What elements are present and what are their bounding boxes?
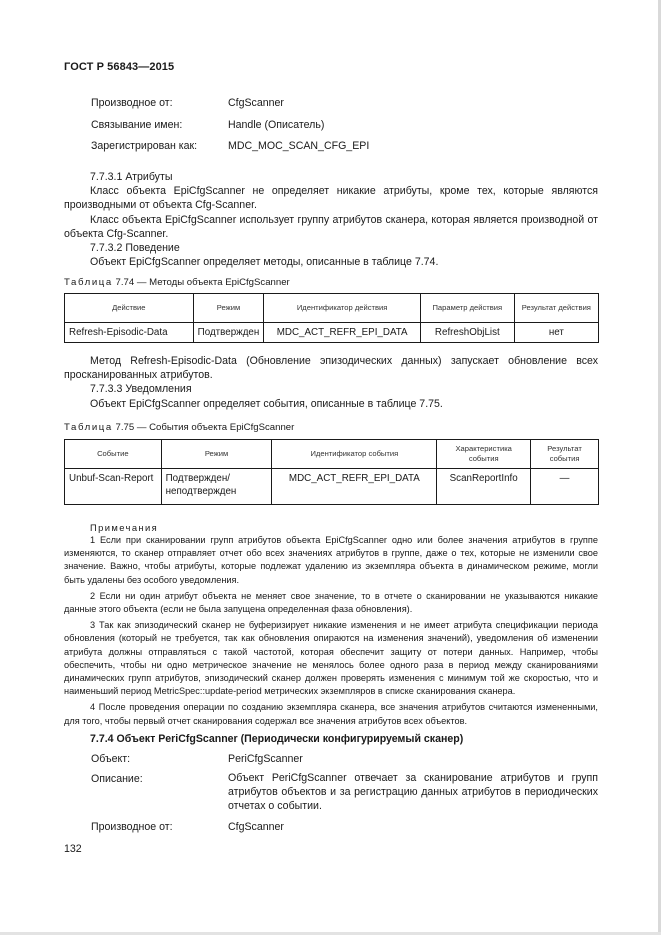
table-header-cell: Режим bbox=[161, 440, 272, 469]
registered-as-label: Зарегистрирован как: bbox=[91, 140, 198, 152]
section-heading: 7.7.3.1 Атрибуты bbox=[90, 171, 173, 183]
note-1: 1 Если при сканировании групп атрибутов объекта EpiCfgScanner одно или более значения атрибутов в группе изменяются, то сканер отправляет отчет обо всех значениях атрибутов в группе, даже о тех, которые не изменили свое значение. Важно, чтобы атрибуты, которые подлежат удалению из экземпляра объекта в динамическом режиме, могли быть удалены без особого уведомления. bbox=[64, 535, 598, 585]
table-7-75-caption bbox=[64, 422, 294, 433]
table-header-cell: Идентификатор события bbox=[272, 440, 437, 469]
section-774-heading: 7.7.4 Объект PeriCfgScanner (Периодически конфигурируемый сканер) bbox=[90, 733, 464, 745]
note-3: 3 Так как эпизодический сканер не буферизирует никакие изменения и не имеет атрибута спецификации периода обновления (который не требуется, так как обновления опираются на изменения значений), уведомления об изменении атрибута должны отправляться с такой частотой, которая обеспечит защиту от потери данных. Например, чтобы обеспечить, чтобы ни одно метрическое значение не менялось более одного раза в период между сканированиями динамических групп атрибутов, эпизодический сканер должен проверять изменения с минимум той же скоростью, что и наименьший период MetricSpec::update-period метрических экземпляров в списке сканирования сканера. bbox=[64, 620, 598, 697]
table-cell: MDC_ACT_REFR_EPI_DATA bbox=[272, 469, 437, 505]
table-cell: RefreshObjList bbox=[421, 323, 515, 343]
caption-word: Таблица bbox=[64, 422, 113, 433]
registered-as-value: MDC_MOC_SCAN_CFG_EPI bbox=[228, 140, 370, 152]
table-header-cell: Действие bbox=[65, 294, 194, 323]
table-cell: Подтвержден bbox=[193, 323, 264, 343]
section-heading: 7.7.3.2 Поведение bbox=[90, 242, 180, 255]
section-heading: 7.7.3.3 Уведомления bbox=[90, 383, 192, 396]
table-cell: — bbox=[531, 469, 599, 505]
table-header-row bbox=[65, 294, 599, 323]
paragraph: Класс объекта EpiCfgScanner не определяет никакие атрибуты, кроме тех, которые являются производными от объекта Cfg-Scanner. bbox=[64, 185, 598, 212]
table-row bbox=[65, 469, 599, 505]
table-7-75 bbox=[64, 439, 599, 505]
table-header-cell: Результат события bbox=[531, 440, 599, 469]
object-label: Объект: bbox=[91, 753, 131, 765]
note-2: 2 Если ни один атрибут объекта не меняет свое значение, то в отчете о сканировании не указываются никакие данные этого объекта (если не была запущена определенная фаза обновления). bbox=[64, 590, 598, 615]
name-binding-label: Связывание имен: bbox=[91, 119, 183, 131]
table-header-cell: Событие bbox=[65, 440, 162, 469]
section-7733-block bbox=[64, 354, 598, 411]
standard-header: ГОСТ Р 56843—2015 bbox=[64, 61, 175, 73]
caption-text: 7.75 — События объекта EpiCfgScanner bbox=[112, 422, 295, 433]
note-4: 4 После проведения операции по созданию экземпляра сканера, все значения атрибутов считаются измененными, для того, чтобы первый отчет сканирования содержал все значения атрибутов всех объектов. bbox=[64, 702, 598, 726]
paragraph: Класс объекта EpiCfgScanner использует группу атрибутов сканера, которая является производной от объекта Cfg-Scanner. bbox=[64, 213, 598, 240]
caption-word: Таблица bbox=[64, 277, 113, 288]
table-header-row bbox=[65, 440, 599, 469]
table-cell: Подтвержден/ неподтвержден bbox=[161, 469, 272, 505]
table-row bbox=[65, 323, 599, 343]
description-label: Описание: bbox=[91, 773, 143, 785]
notes-block bbox=[64, 521, 598, 728]
section-7731-block bbox=[64, 170, 598, 269]
derived-from-label: Производное от: bbox=[91, 97, 173, 109]
derived-from-value: CfgScanner bbox=[228, 97, 284, 109]
table-header-cell: Режим bbox=[193, 294, 264, 323]
name-binding-value: Handle (Описатель) bbox=[228, 119, 325, 131]
paragraph: Объект EpiCfgScanner определяет методы, описанные в таблице 7.74. bbox=[90, 256, 439, 269]
table-header-cell: Характеристика события bbox=[437, 440, 531, 469]
notes-heading: Примечания bbox=[90, 522, 159, 533]
derived-from-value-2: CfgScanner bbox=[228, 821, 284, 833]
table-7-74 bbox=[64, 293, 599, 343]
table-cell: Unbuf-Scan-Report bbox=[65, 469, 162, 505]
paragraph: Метод Refresh-Episodic-Data (Обновление эпизодических данных) запускает обновление всех просканированных атрибутов. bbox=[64, 355, 598, 382]
table-7-74-caption bbox=[64, 277, 290, 288]
description-value: Объект PeriCfgScanner отвечает за сканирование атрибутов и групп атрибутов объектов и за регистрацию данных атрибутов в периодических отчетах о событии. bbox=[228, 772, 598, 813]
caption-text: 7.74 — Методы объекта EpiCfgScanner bbox=[112, 277, 290, 288]
table-header-cell: Результат действия bbox=[514, 294, 598, 323]
derived-from-label-2: Производное от: bbox=[91, 821, 173, 833]
table-header-cell: Идентификатор действия bbox=[264, 294, 421, 323]
table-cell: MDC_ACT_REFR_EPI_DATA bbox=[264, 323, 421, 343]
page-number: 132 bbox=[64, 843, 82, 855]
table-header-cell: Параметр действия bbox=[421, 294, 515, 323]
table-cell: нет bbox=[514, 323, 598, 343]
table-cell: ScanReportInfo bbox=[437, 469, 531, 505]
table-cell: Refresh-Episodic-Data bbox=[65, 323, 194, 343]
object-value: PeriCfgScanner bbox=[228, 753, 303, 765]
paragraph: Объект EpiCfgScanner определяет события, описанные в таблице 7.75. bbox=[90, 397, 443, 410]
